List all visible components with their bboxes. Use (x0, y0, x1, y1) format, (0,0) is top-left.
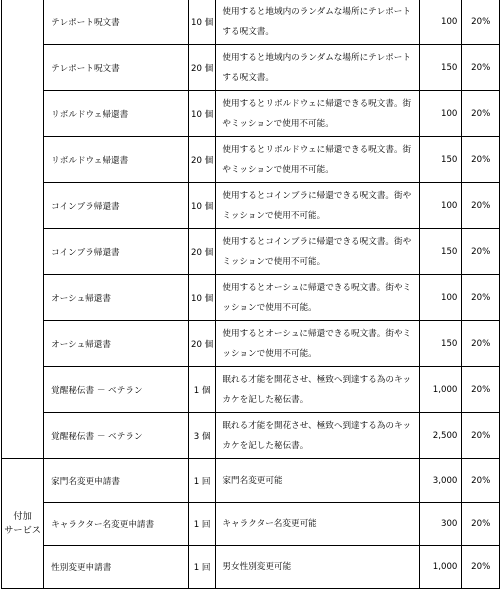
item-name: 家門名変更申請書 (44, 459, 189, 503)
item-description: 眠れる才能を開花させ、極致へ到達する為のキッカケを記した秘伝書。 (216, 367, 419, 413)
item-name: 覚醒秘伝書 － ベテラン (44, 367, 189, 413)
item-price: 100 (419, 275, 462, 321)
item-rate: 20% (462, 183, 500, 229)
item-price: 3,000 (419, 459, 462, 503)
item-rate: 20% (462, 459, 500, 503)
item-rate: 20% (462, 45, 500, 91)
table-row (2, 503, 500, 546)
item-price: 150 (419, 321, 462, 367)
item-quantity: 1 個 (188, 367, 216, 413)
item-quantity: 1 回 (188, 459, 216, 503)
item-quantity: 1 回 (188, 503, 216, 546)
table-row (2, 0, 500, 45)
item-quantity: 10 個 (188, 183, 216, 229)
table-row (2, 459, 500, 503)
table-row (2, 413, 500, 459)
item-description: 使用するとリボルドウェに帰還できる呪文書。街やミッションで使用不可能。 (216, 137, 419, 183)
item-quantity: 1 回 (188, 546, 216, 589)
item-quantity: 10 個 (188, 91, 216, 137)
item-quantity: 20 個 (188, 137, 216, 183)
item-rate: 20% (462, 91, 500, 137)
table-row (2, 275, 500, 321)
item-price: 2,500 (419, 413, 462, 459)
item-description: 使用するとコインブラに帰還できる呪文書。街やミッションで使用不可能。 (216, 183, 419, 229)
category-cell-blank (2, 0, 44, 459)
item-price: 1,000 (419, 546, 462, 589)
item-price: 150 (419, 137, 462, 183)
table-row (2, 546, 500, 589)
item-rate: 20% (462, 275, 500, 321)
item-name: オーシュ帰還書 (44, 321, 189, 367)
item-name: オーシュ帰還書 (44, 275, 189, 321)
table-row (2, 137, 500, 183)
item-rate: 20% (462, 137, 500, 183)
table-row (2, 91, 500, 137)
item-quantity: 10 個 (188, 275, 216, 321)
item-description: 使用するとコインブラに帰還できる呪文書。街やミッションで使用不可能。 (216, 229, 419, 275)
table-row (2, 321, 500, 367)
category-label: 付加 サービス (2, 459, 44, 589)
item-name: キャラクター名変更申請書 (44, 503, 189, 546)
item-description: 使用するとリボルドウェに帰還できる呪文書。街やミッションで使用不可能。 (216, 91, 419, 137)
item-rate: 20% (462, 321, 500, 367)
item-price: 100 (419, 0, 462, 45)
item-name: 性別変更申請書 (44, 546, 189, 589)
item-quantity: 20 個 (188, 45, 216, 91)
item-price: 300 (419, 503, 462, 546)
item-rate: 20% (462, 367, 500, 413)
item-name: 覚醒秘伝書 － ベテラン (44, 413, 189, 459)
table-row (2, 45, 500, 91)
item-name: リボルドウェ帰還書 (44, 137, 189, 183)
item-description: 男女性別変更可能 (216, 546, 419, 589)
table-row (2, 229, 500, 275)
item-price: 1,000 (419, 367, 462, 413)
item-description: 使用すると地域内のランダムな場所にテレポートする呪文書。 (216, 45, 419, 91)
item-rate: 20% (462, 413, 500, 459)
item-rate: 20% (462, 0, 500, 45)
table-row (2, 367, 500, 413)
item-name: コインブラ帰還書 (44, 229, 189, 275)
item-rate: 20% (462, 546, 500, 589)
item-rate: 20% (462, 503, 500, 546)
item-description: 使用するとオーシュに帰還できる呪文書。街やミッションで使用不可能。 (216, 321, 419, 367)
item-description: 使用するとオーシュに帰還できる呪文書。街やミッションで使用不可能。 (216, 275, 419, 321)
item-name: コインブラ帰還書 (44, 183, 189, 229)
item-quantity: 20 個 (188, 229, 216, 275)
item-name: リボルドウェ帰還書 (44, 91, 189, 137)
item-rate: 20% (462, 229, 500, 275)
item-description: キャラクター名変更可能 (216, 503, 419, 546)
price-table (1, 0, 500, 589)
item-price: 150 (419, 229, 462, 275)
item-name: テレポート呪文書 (44, 0, 189, 45)
item-quantity: 10 個 (188, 0, 216, 45)
item-description: 眠れる才能を開花させ、極致へ到達する為のキッカケを記した秘伝書。 (216, 413, 419, 459)
table-row (2, 183, 500, 229)
item-price: 100 (419, 91, 462, 137)
item-quantity: 20 個 (188, 321, 216, 367)
item-description: 使用すると地域内のランダムな場所にテレポートする呪文書。 (216, 0, 419, 45)
item-name: テレポート呪文書 (44, 45, 189, 91)
item-price: 100 (419, 183, 462, 229)
item-price: 150 (419, 45, 462, 91)
item-quantity: 3 個 (188, 413, 216, 459)
item-description: 家門名変更可能 (216, 459, 419, 503)
